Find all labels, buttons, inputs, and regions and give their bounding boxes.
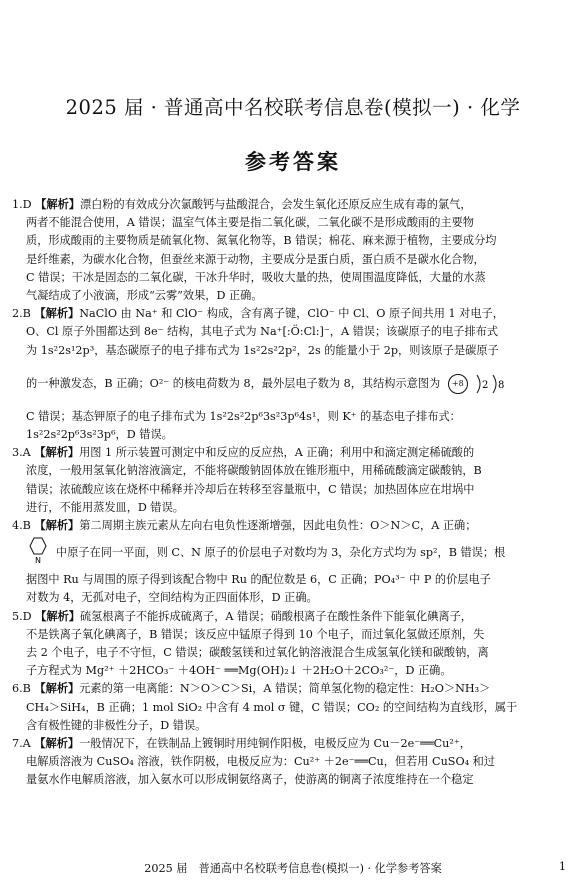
pyridine-ring-icon [26, 535, 50, 565]
answer-line-with-structure [12, 535, 572, 571]
answer-line: 为 1s²2s¹2p³，基态碳原子的电子排布式为 1s²2s²2p²，2s 的能量小于 2p，则该原子是碳原子 [26, 343, 499, 357]
answer-line: 质，形成酸雨的主要物质是硫氧化物、氮氧化物等，B 错误；棉花、麻来源于植物，主要成分均 [26, 234, 497, 248]
answer-line: 对数为 4，无孤对电子，空间结构为正四面体形，D 正确。 [26, 591, 318, 605]
analysis-tag: 【解析】 [35, 609, 80, 623]
answer-line: 中原子在同一平面，则 C、N 原子的价层电子对数均为 3，杂化方式均为 sp²，B 错误；根 [56, 546, 506, 560]
answer-number: 6.B [12, 682, 31, 696]
answer-line: NaClO 由 Na⁺ 和 ClO⁻ 构成，含有离子键，ClO⁻ 中 Cl、O 原子间共用 1 对电子， [79, 307, 504, 321]
answer-line: 元素的第一电离能：N＞O＞C＞Si，A 错误；简单氢化物的稳定性：H₂O＞NH₃＞ [79, 682, 491, 696]
electron-shell-icon [473, 372, 513, 396]
page-number: 1 [558, 860, 566, 873]
ion-shell-2: 8 [498, 379, 505, 391]
page-subtitle: 参考答案 [245, 149, 341, 174]
answer-line: 气凝结成了小液滴，形成“云雾”效果，D 正确。 [26, 289, 263, 303]
answer-line: 不是铁离子氧化碘离子，B 错误；该反应中锰原子得到 10 个电子，而过氧化氢做还原剂，失 [26, 627, 485, 641]
answer-line: CH₄＞SiH₄，B 正确；1 mol SiO₂ 中含有 4 mol σ 键，C 错误；CO₂ 的空间结构为直线形，属于 [26, 700, 518, 714]
answer-list [12, 196, 572, 790]
answer-number: 3.A [12, 446, 31, 460]
answer-line: 用图 1 所示装置可测定中和反应的反应热，A 正确；利用中和滴定测定稀硫酸的 [79, 446, 475, 460]
answer-line: 的一种激发态，B 正确；O²⁻ 的核电荷数为 8，最外层电子数为 8，其结构示意图为 [26, 376, 441, 390]
ion-shell-1: 2 [482, 379, 489, 391]
analysis-tag: 【解析】 [35, 198, 80, 211]
answer-line: 电解质溶液为 CuSO₄ 溶液，铁作阴极，电极反应为：Cu²⁺ ＋2e⁻══Cu，但若用 CuSO₄ 和过 [26, 755, 496, 769]
page-footer [0, 860, 586, 880]
analysis-tag: 【解析】 [34, 682, 80, 696]
page-title: 2025 届 · 普通高中名校联考信息卷(模拟一) · 化学 [65, 96, 521, 119]
answer-item-3 [12, 444, 572, 517]
footer-text: 2025 届 普通高中名校联考信息卷(模拟一) · 化学参考答案 [144, 862, 442, 875]
answer-line: 一般情况下，在铁制品上镀铜时用纯铜作阳极，电极反应为 Cu－2e⁻══Cu²⁺， [79, 737, 471, 751]
answer-line: 漂白粉的有效成分次氯酸钙与盐酸混合，会发生氧化还原反应生成有毒的氯气， [79, 198, 472, 211]
analysis-tag: 【解析】 [34, 446, 80, 460]
answer-line: C 错误；干冰是固态的二氧化碳，干冰升华时，吸收大量的热，使周围温度降低，大量的水蒸 [26, 270, 486, 284]
answer-number: 1.D [12, 198, 32, 211]
answer-item-6 [12, 680, 572, 735]
answer-line: 两者不能混合使用，A 错误；温室气体主要是指二氧化碳，二氧化碳不是形成酸雨的主要物 [26, 216, 474, 230]
answer-line: 量氨水作电解质溶液，加入氨水可以形成铜氨络离子，使游离的铜离子浓度维持在一个稳定 [26, 773, 474, 787]
answer-line: O、Cl 原子外围都达到 8e⁻ 结构，其电子式为 Na⁺[:Ö:Cl:]⁻，A 错误；该碳原子的电子排布式 [26, 325, 499, 339]
svg-text:N: N [35, 556, 41, 566]
answer-line: 第二周期主族元素从左向右电负性逐渐增强，因此电负性：O＞N＞C，A 正确； [79, 519, 477, 533]
answer-number: 2.B [12, 307, 31, 321]
answer-line: 浓度，一般用氢氧化钠溶液滴定，不能将碳酸钠固体放在锥形瓶中，用稀硫酸滴定碳酸钠，B [26, 464, 482, 478]
answer-number: 7.A [12, 737, 31, 751]
analysis-tag: 【解析】 [34, 519, 80, 533]
answer-item-4 [12, 517, 572, 608]
answer-number: 5.D [12, 609, 32, 623]
answer-line: C 错误；基态钾原子的电子排布式为 1s²2s²2p⁶3s²3p⁶4s¹，则 K⁺ 的基态电子排布式： [26, 409, 461, 423]
analysis-tag: 【解析】 [34, 307, 80, 321]
analysis-tag: 【解析】 [34, 737, 80, 751]
ion-nucleus-icon: +8 [448, 374, 468, 394]
answer-number: 4.B [12, 519, 31, 533]
answer-line: 子方程式为 Mg²⁺ ＋2HCO₃⁻ ＋4OH⁻ ══Mg(OH)₂↓ ＋2H₂O＋2CO₃²⁻，D 正确。 [26, 664, 452, 678]
answer-line-with-diagram [12, 360, 572, 408]
answer-line: 去 2 个电子，电子不守恒，C 错误；碳酸氢镁和过氧化钠溶液混合生成氢氧化镁和碳酸钠，离 [26, 646, 489, 660]
answer-line: 含有极性键的非极性分子，D 错误。 [26, 718, 207, 732]
answer-item-5 [12, 608, 572, 681]
answer-line: 1s²2s²2p⁶3s²3p⁶，D 错误。 [26, 428, 173, 442]
answer-item-7 [12, 735, 572, 790]
answer-item-1 [12, 196, 572, 305]
answer-line: 错误；浓硫酸应该在烧杯中稀释并冷却后在转移至容量瓶中，C 错误；加热固体应在坩埚中 [26, 482, 475, 496]
answer-line: 据图中 Ru 与周围的原子得到该配合物中 Ru 的配位数是 6，C 正确；PO₄³⁻ 中 P 的价层电子 [26, 573, 491, 587]
answer-line: 硫氢根离子不能拆成硫离子，A 错误；硝酸根离子在酸性条件下能氧化碘离子， [79, 609, 472, 623]
answer-line: 进行，不能用蒸发皿，D 错误。 [26, 500, 184, 514]
answer-line: 是纤维素，为碳水化合物，但蚕丝来源于动物，主要成分是蛋白质，蛋白质不是碳水化合物， [26, 252, 485, 266]
answer-item-2 [12, 305, 572, 444]
